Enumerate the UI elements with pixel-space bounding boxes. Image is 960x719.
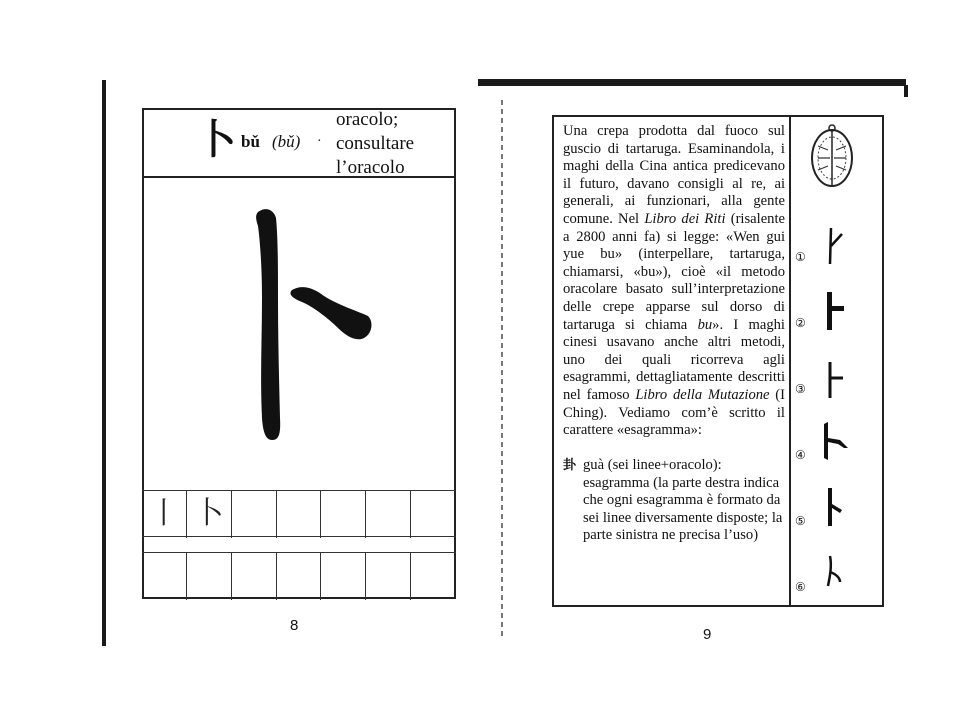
oracle-bone-variant-icon — [818, 224, 848, 268]
entry-character: 卦 — [563, 458, 577, 473]
practice-cell — [142, 552, 187, 600]
seal-variant-icon — [818, 358, 848, 402]
practice-cell: 丨 — [142, 490, 187, 538]
practice-cell — [411, 490, 456, 538]
meaning-line: l’oracolo — [336, 157, 405, 178]
paragraph-text: Una crepa prodotta dal fuoco sul guscio di tartaruga. Esaminandola, i maghi della Cina antica predicevano il futuro, davano consigli al re, ai generali, ai funzionari, alla gente comune. Nel — [563, 123, 785, 227]
column-divider — [789, 115, 791, 607]
explanation-paragraph — [563, 123, 785, 440]
meaning-line: oracolo; — [336, 109, 399, 130]
practice-cell — [366, 552, 411, 600]
header-pinyin-alt: (bǔ) — [272, 132, 301, 151]
book-title: Libro dei Riti — [644, 210, 726, 227]
practice-cell — [321, 552, 366, 600]
variant-number: ② — [795, 316, 806, 330]
practice-cell — [411, 552, 456, 600]
term-italic: bu — [697, 316, 713, 333]
paragraph-text: (I Ching). Vediamo com’è scritto il carattere «esagramma»: — [563, 386, 785, 439]
practice-cell — [321, 490, 366, 538]
header-pinyin: bǔ — [241, 132, 260, 151]
large-character-illustration — [142, 178, 456, 490]
practice-cell — [232, 552, 277, 600]
header-separator: · — [317, 134, 322, 149]
book-spine — [501, 100, 503, 640]
practice-cell — [277, 552, 322, 600]
practice-cell — [232, 490, 277, 538]
header-meaning — [336, 108, 456, 180]
bronze-variant-icon — [818, 288, 848, 334]
practice-grid-row — [142, 552, 456, 600]
book-title: Libro della Mutazione — [635, 386, 770, 403]
entry-definition: guà (sei linee+oracolo): esagramma (la parte destra indica che ogni esagramma è formato da sei linee diversamente disposte; la parte sinistra ne precisa l’uso) — [583, 457, 783, 544]
right-page-side-edge — [904, 85, 908, 97]
right-page-top-edge — [478, 79, 906, 86]
cursive-variant-icon — [818, 552, 848, 592]
practice-cell — [277, 490, 322, 538]
practice-grid-gap — [142, 536, 456, 552]
left-page-edge — [102, 80, 106, 646]
variant-number: ① — [795, 250, 806, 264]
glossary-entry — [563, 457, 785, 545]
page-number-left: 8 — [290, 617, 299, 634]
variant-number: ③ — [795, 382, 806, 396]
dot-stroke — [290, 287, 371, 339]
turtle-shell-icon — [806, 122, 858, 192]
regular-variant-icon — [818, 484, 848, 530]
practice-cell — [187, 552, 232, 600]
practice-cell — [366, 490, 411, 538]
variant-number: ⑥ — [795, 580, 806, 594]
variant-number: ④ — [795, 448, 806, 462]
practice-cell: 卜 — [187, 490, 232, 538]
clerical-variant-icon — [816, 418, 852, 464]
meaning-line: consultare — [336, 133, 415, 154]
paragraph-text: (risalente a 2800 anni fa) si legge: «Wen gui yue bu» (interpellare, tartaruga, chiamarsi, «bu»), cioè «il metodo oracolare basato sull’interpretazione delle crepe apparse sul dorso di tartaruga si chiama — [563, 210, 785, 333]
header-character: 卜 — [196, 117, 236, 163]
page-number-right: 9 — [703, 626, 712, 643]
vertical-stroke — [256, 209, 280, 440]
practice-grid-row — [142, 490, 456, 538]
variant-number: ⑤ — [795, 514, 806, 528]
paragraph-text: ». I maghi cinesi usavano anche altri metodi, uno dei quali ricorreva agli esagrammi, dettagliatamente descritti nel famoso — [563, 316, 785, 403]
